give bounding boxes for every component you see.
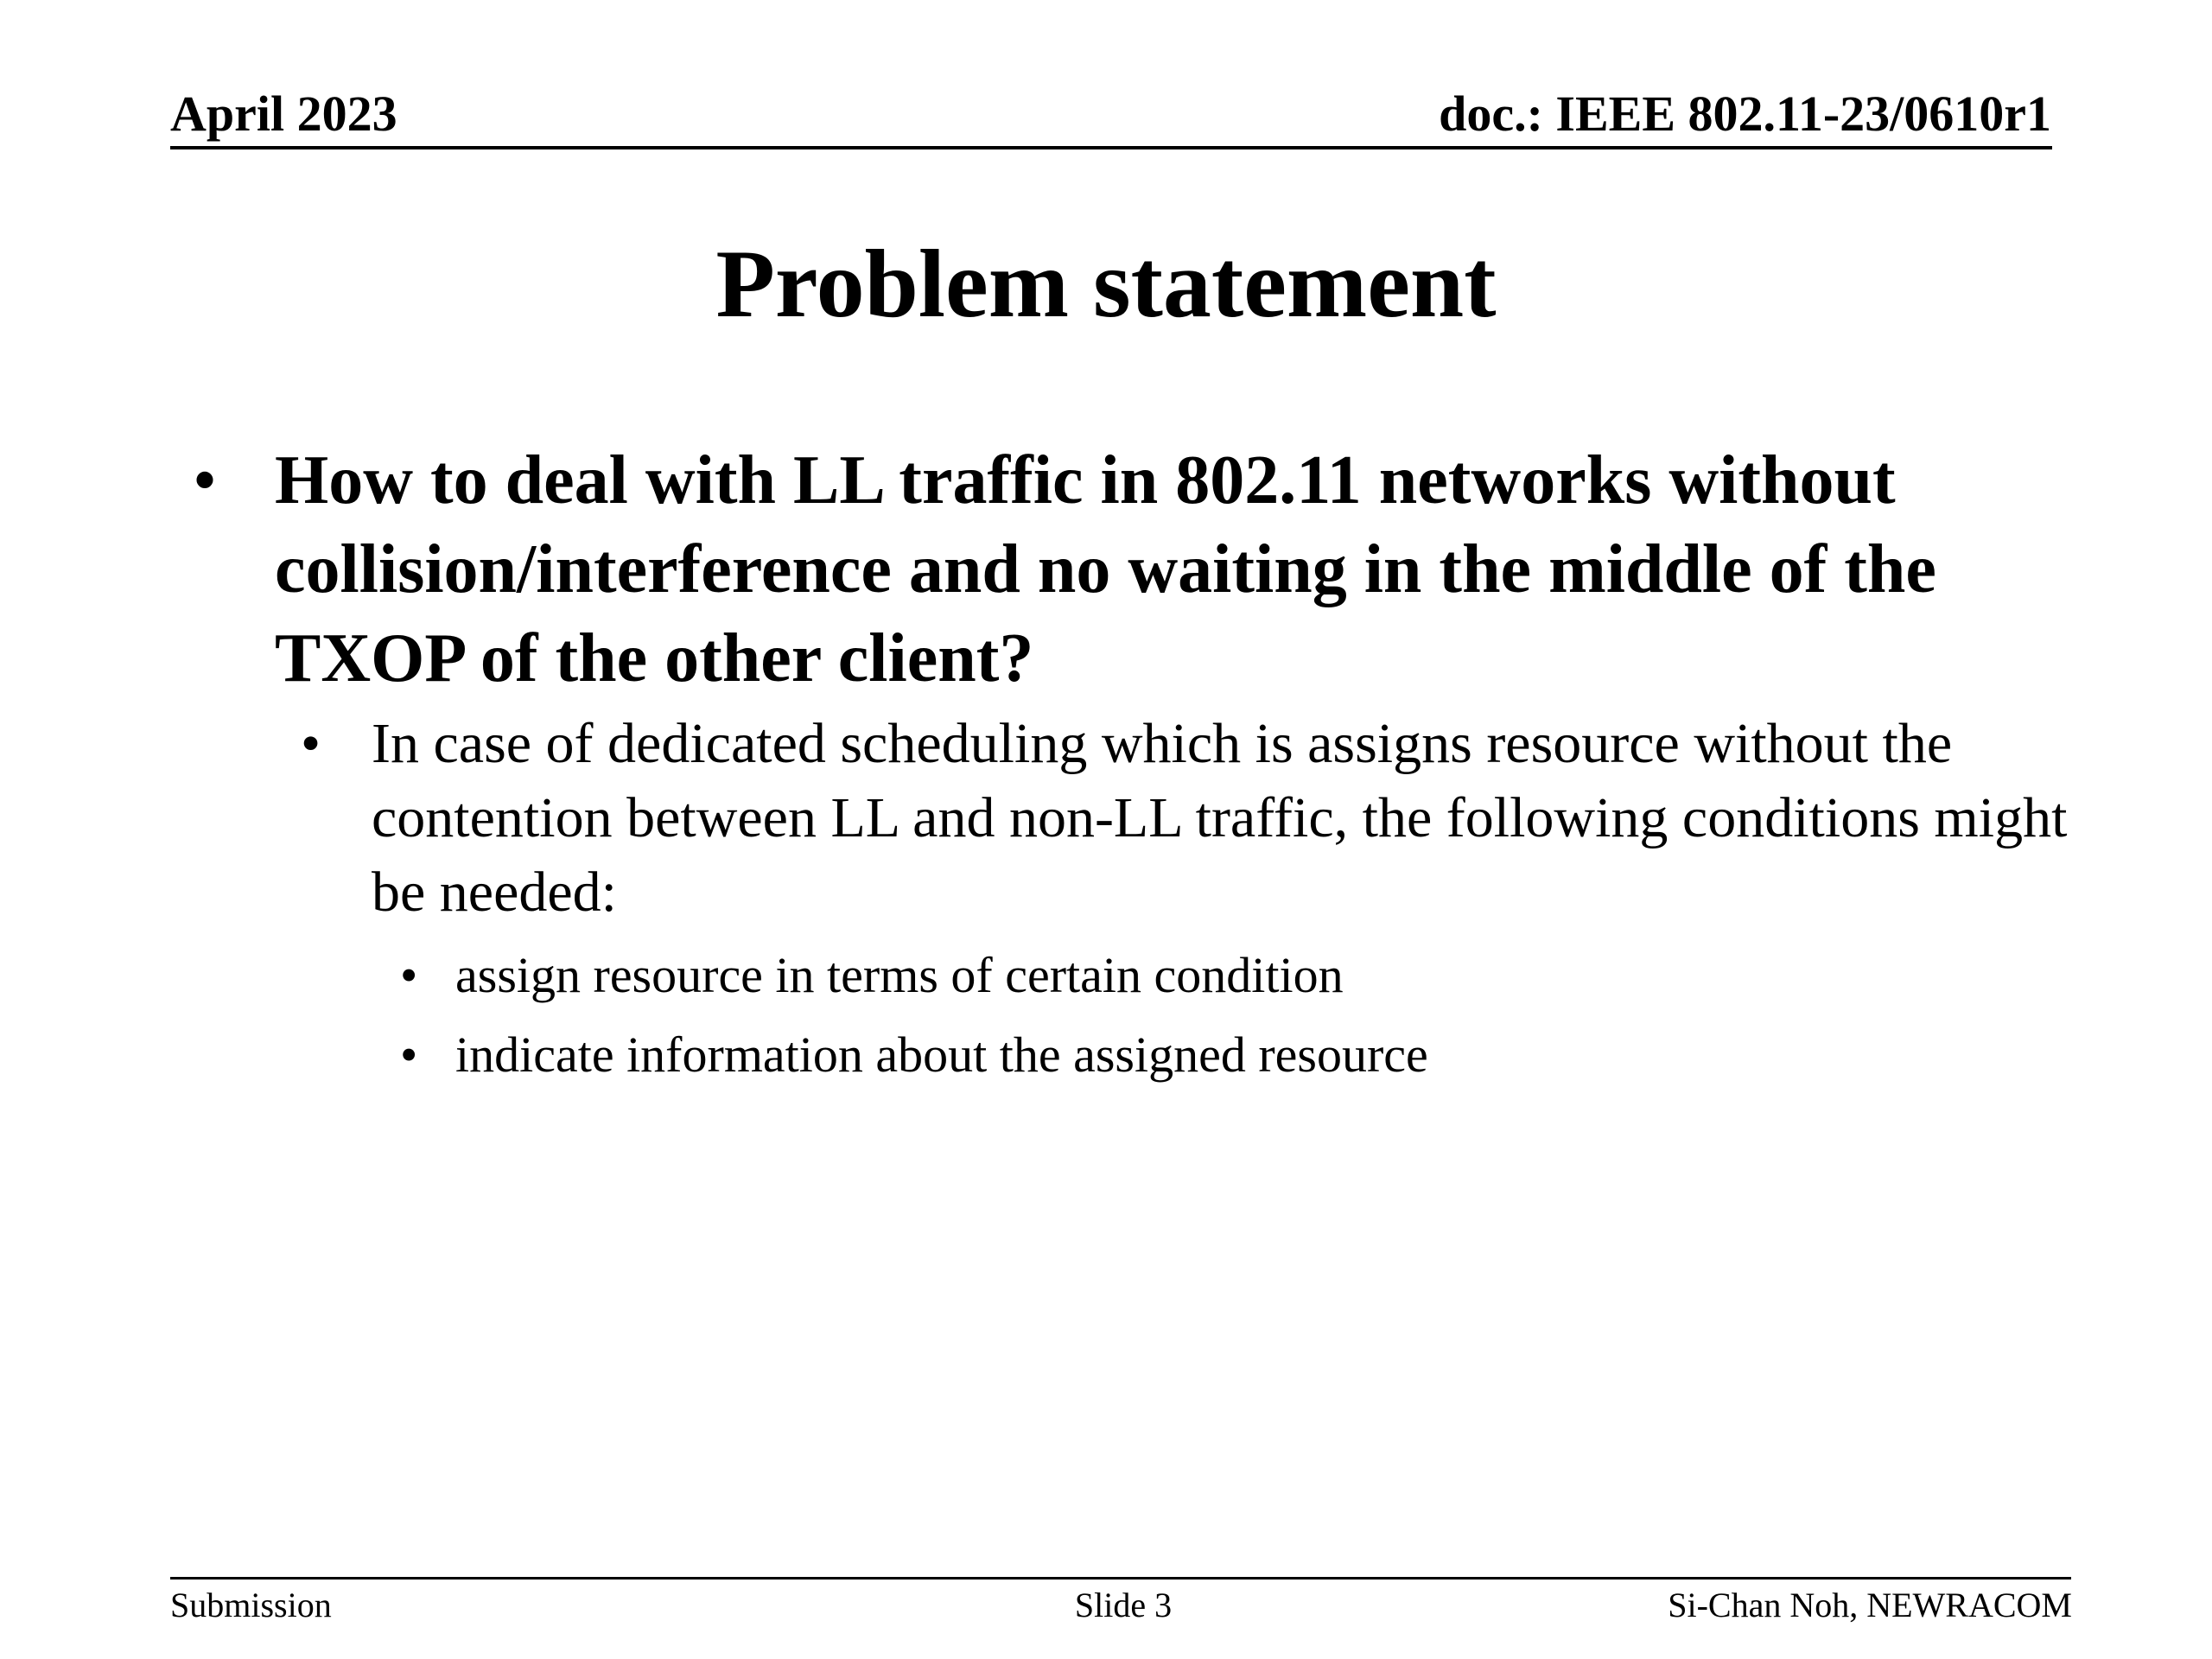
footer-divider <box>170 1577 2071 1580</box>
footer-slide-number: Slide 3 <box>1074 1586 1173 1624</box>
slide-title: Problem statement <box>715 231 1497 338</box>
header-doc-id: doc.: IEEE 802.11-23/0610r1 <box>1439 86 2051 142</box>
bullet-level3 <box>400 944 2054 1007</box>
bullet-level3-text: indicate information about the assigned resource <box>455 1027 1428 1083</box>
bullet-level3 <box>400 1023 2054 1087</box>
bullet-level2 <box>301 707 2082 930</box>
bullet-level1 <box>193 436 2098 703</box>
header-divider <box>170 146 2052 149</box>
bullet-level1-text: How to deal with LL traffic in 802.11 networks without collision/interference and no waiting in the middle of the TXOP of the other client? <box>275 442 1936 696</box>
bullet-icon: • <box>400 1027 418 1083</box>
bullet-level2-text: In case of dedicated scheduling which is assigns resource without the contention between LL and non-LL traffic, the following conditions might be needed: <box>372 712 2068 924</box>
bullet-icon: • <box>193 442 218 518</box>
bullet-level3-text: assign resource in terms of certain condition <box>455 947 1344 1003</box>
bullet-icon: • <box>301 712 321 775</box>
bullet-icon: • <box>400 947 418 1003</box>
footer-author: Si-Chan Noh, NEWRACOM <box>1668 1586 2072 1624</box>
footer-submission: Submission <box>170 1586 332 1624</box>
slide-body <box>0 436 2212 1087</box>
header-date: April 2023 <box>170 86 397 142</box>
